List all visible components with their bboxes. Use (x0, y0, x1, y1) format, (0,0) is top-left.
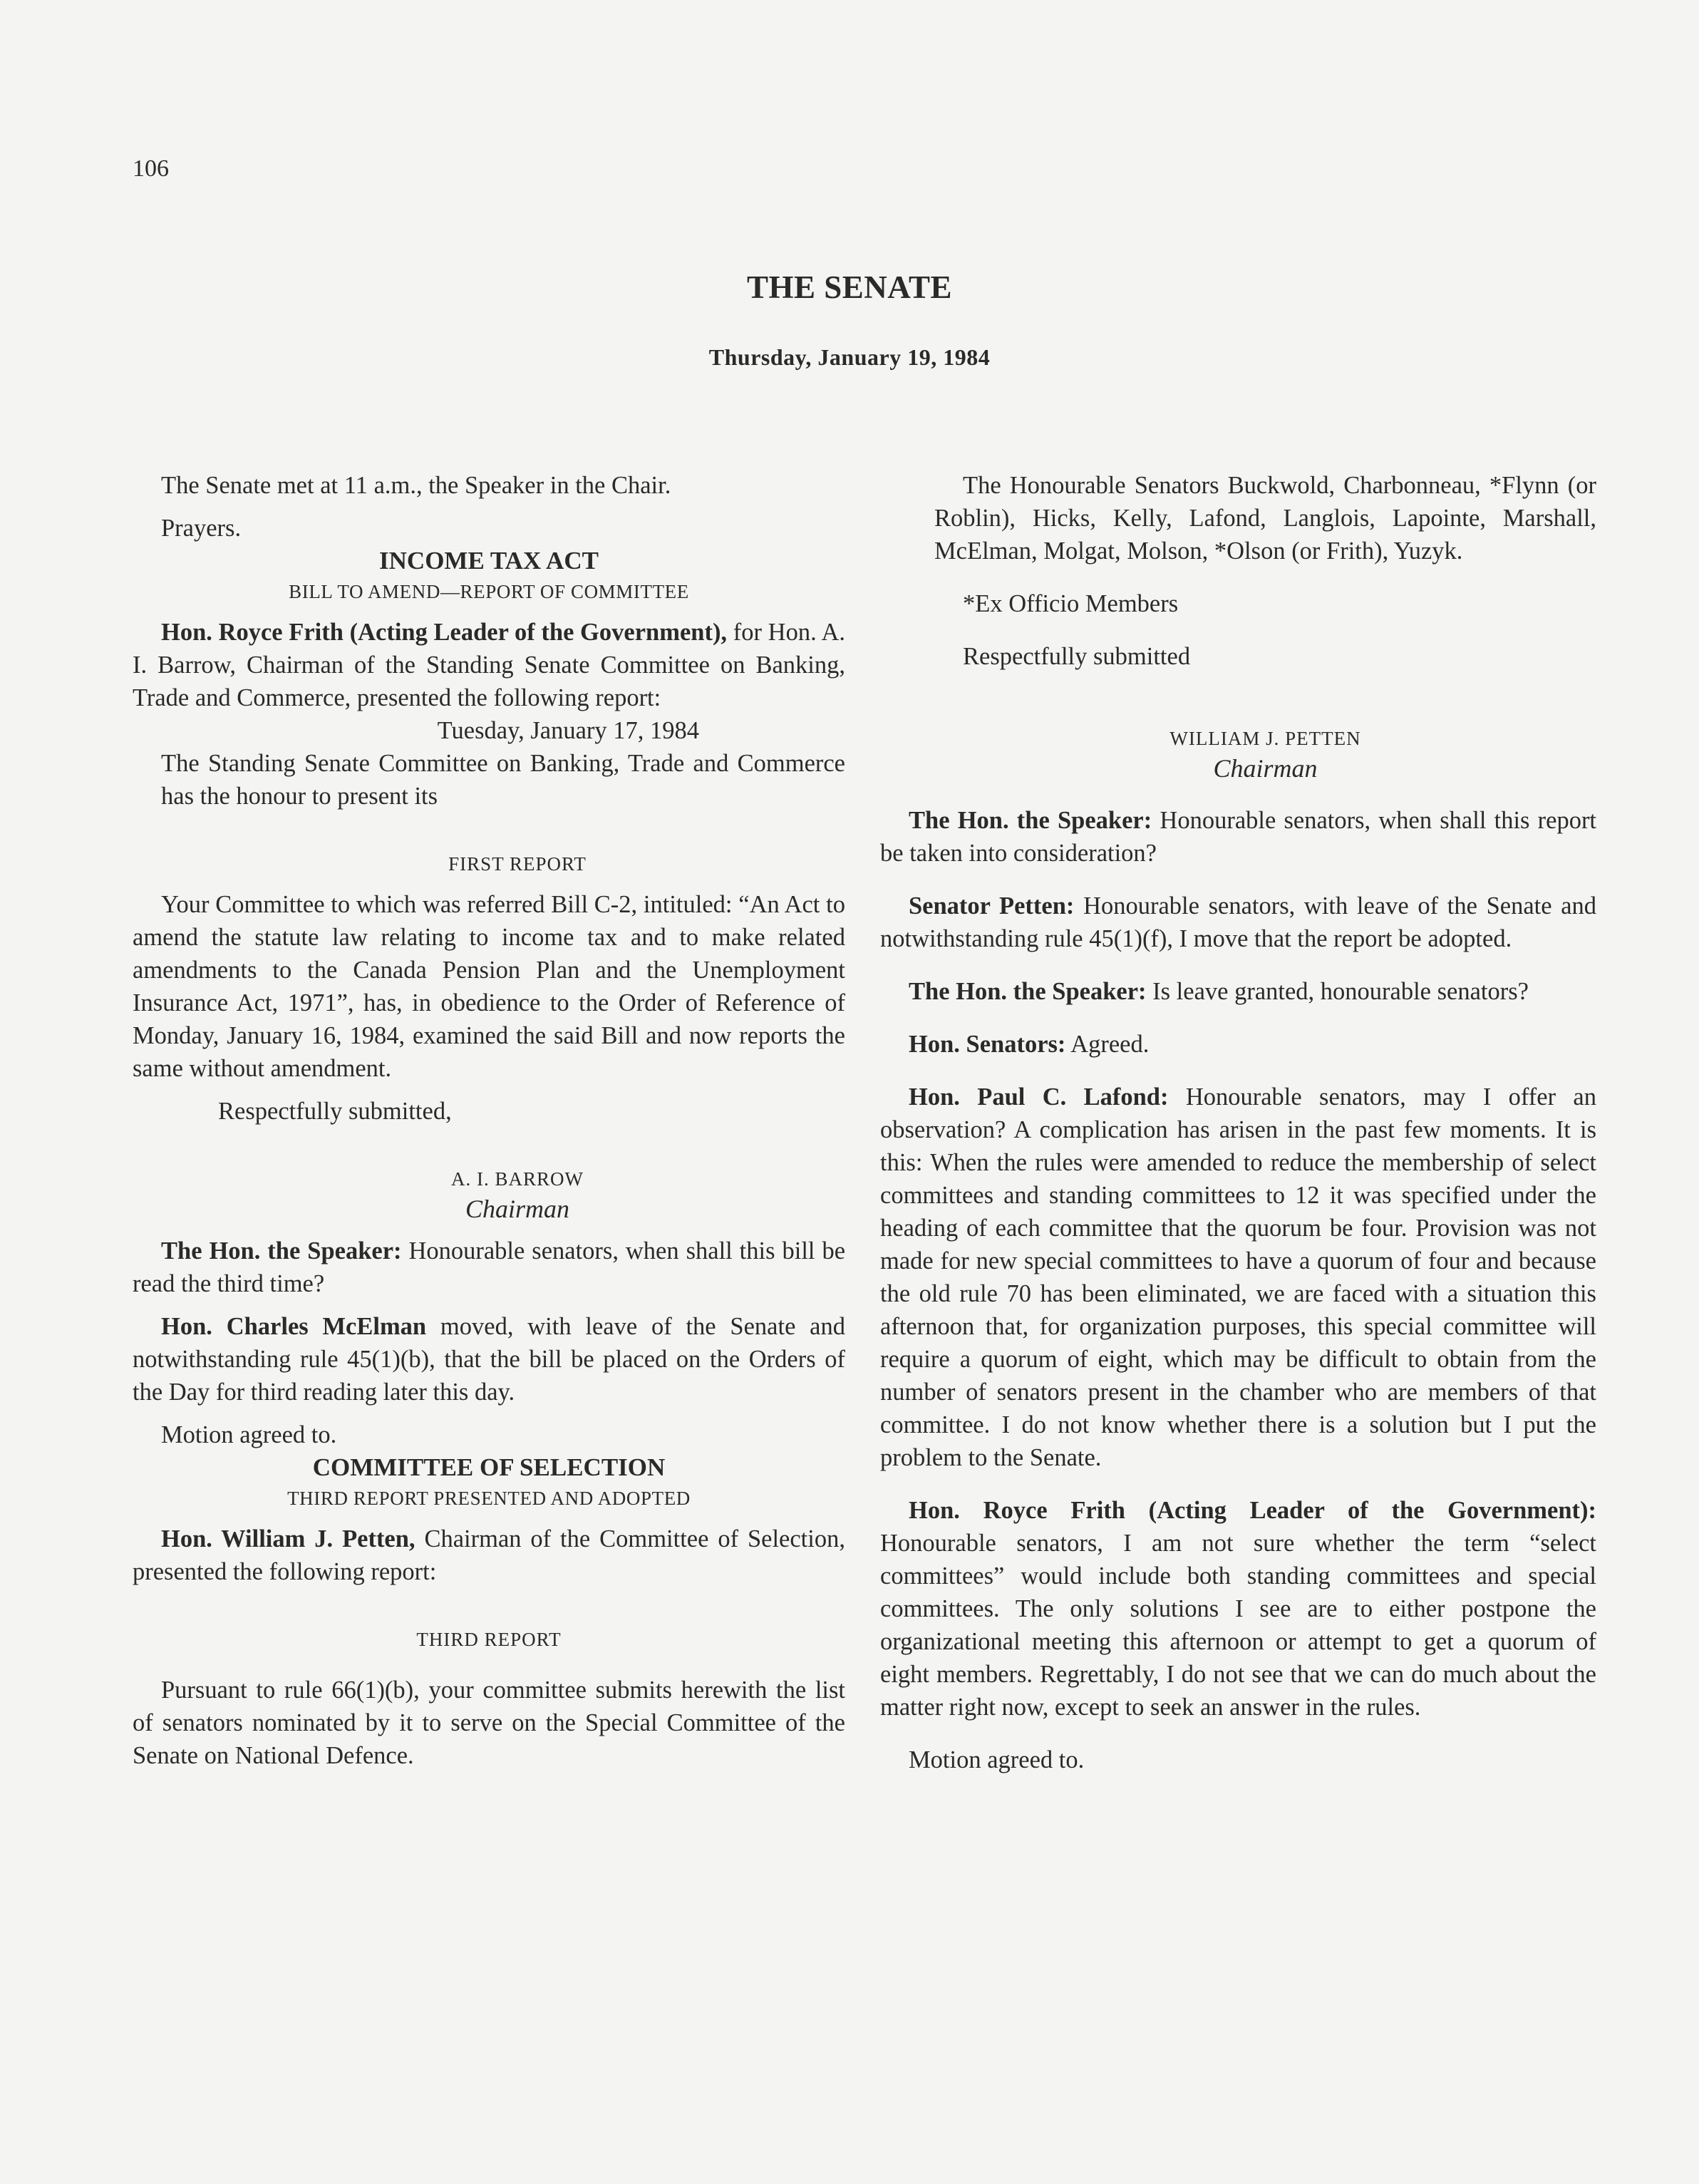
speech-text: Chairman of the Committee of Selection, presented the following report: (133, 1525, 845, 1585)
speaker-name: Senator Petten: (909, 892, 1075, 920)
signer-name-right: WILLIAM J. PETTEN (1169, 728, 1361, 749)
signer-name: A. I. BARROW (451, 1168, 584, 1190)
signer-title-right: Chairman (1213, 754, 1318, 783)
report-title-third: THIRD REPORT (416, 1629, 562, 1650)
speech-text: Honourable senators, with leave of the Senate and notwithstanding rule 45(1)(f), I move that the report be adopted. (880, 892, 1597, 952)
speaker-leave-question (880, 975, 1596, 1008)
petten-motion (880, 890, 1596, 955)
speech-text: Honourable senators, when shall this bill be read the third time? (133, 1237, 846, 1297)
speech-text: Honourable senators, when shall this report be taken into consideration? (880, 807, 1597, 867)
speaker-question-report (880, 804, 1596, 870)
motion-agreed-right: Motion agreed to. (909, 1746, 1085, 1773)
speaker-name: Hon. Royce Frith (Acting Leader of the Government), (161, 619, 728, 646)
section-subheading-committee-selection: THIRD REPORT PRESENTED AND ADOPTED (287, 1488, 691, 1509)
section-heading-committee-selection: COMMITTEE OF SELECTION (312, 1453, 666, 1481)
speaker-name: Hon. William J. Petten, (161, 1525, 415, 1552)
speech-text: Agreed. (1070, 1031, 1150, 1058)
mcelman-motion (133, 1310, 845, 1408)
speech-text: Honourable senators, may I offer an observation? A complication has arisen in the past few moments. It is this: When the rules were amended to reduce the membership of select committees and standing committees to 12 it was specified under the heading of each committee that the quorum be four. Provision was not made for new special committees to have a quorum of four and because the old rule 70 has been eliminated, we are faced with a situation this afternoon that, for organization purposes, this special committee will require a quorum of eight, which may be difficult to obtain from the number of senators present in the chamber who are members of that committee. I do not know whether there is a solution but I put the problem to the Senate. (880, 1083, 1596, 1471)
speech-text: Honourable senators, I am not sure whether the term “select committees” would include both standing committees and special committees. The only solutions I see are to either postpone the organizational meeting this afternoon or attempt to get a quorum of eight members. Regrettably, I do not see that we can do much about the matter right now, except to seek an answer in the rules. (880, 1530, 1596, 1721)
report-intro: The Standing Senate Committee on Banking, Trade and Commerce has the honour to present its (161, 750, 845, 810)
page-number: 106 (133, 155, 169, 182)
speaker-name: Hon. Charles McElman (161, 1313, 427, 1340)
respectfully-submitted-right: Respectfully submitted (963, 643, 1191, 670)
senators-list: The Honourable Senators Buckwold, Charbonneau, *Flynn (or Roblin), Hicks, Kelly, Lafond, Langlois, Lapointe, Marshall, McElman, Molgat, Molson, *Olson (or Frith), Yuzyk. (934, 472, 1596, 565)
speaker-name: Hon. Paul C. Lafond: (909, 1083, 1169, 1111)
respectfully-submitted: Respectfully submitted, (218, 1098, 452, 1125)
speaker-name: The Hon. the Speaker: (909, 807, 1152, 834)
motion-agreed-left: Motion agreed to. (161, 1421, 337, 1448)
sitting-date: Thursday, January 19, 1984 (708, 344, 991, 370)
speaker-name: The Hon. the Speaker: (161, 1237, 402, 1264)
report-title-first: FIRST REPORT (448, 853, 587, 875)
speaker-name: Hon. Royce Frith (Acting Leader of the Government): (909, 1497, 1596, 1524)
section-heading-income-tax: INCOME TAX ACT (379, 547, 599, 575)
report-date: Tuesday, January 17, 1984 (437, 717, 699, 744)
right-column (880, 469, 1596, 1776)
ex-officio-note: *Ex Officio Members (963, 590, 1179, 617)
report-body-third: Pursuant to rule 66(1)(b), your committee submits herewith the list of senators nominated by it to serve on the Special Committee of the Senate on National Defence. (133, 1676, 845, 1769)
lafond-statement (880, 1081, 1596, 1474)
signer-title: Chairman (465, 1195, 570, 1223)
page-title: THE SENATE (746, 269, 952, 305)
frith-presentation (133, 616, 845, 714)
speaker-name: The Hon. the Speaker: (909, 978, 1147, 1005)
speaker-question-bill (133, 1235, 845, 1300)
speech-text: Is leave granted, honourable senators? (1152, 978, 1529, 1005)
speech-text: for Hon. A. I. Barrow, Chairman of the Standing Senate Committee on Banking, Trade and Commerce, presented the following report: (133, 619, 846, 711)
senators-agreed (880, 1028, 1596, 1061)
speech-text: moved, with leave of the Senate and notwithstanding rule 45(1)(b), that the bill be placed on the Orders of the Day for third reading later this day. (133, 1313, 845, 1406)
prayers-line: Prayers. (161, 515, 242, 542)
frith-statement (880, 1494, 1596, 1724)
speaker-name: Hon. Senators: (909, 1031, 1066, 1058)
petten-presentation (133, 1523, 845, 1588)
section-subheading-income-tax: BILL TO AMEND—REPORT OF COMMITTEE (289, 581, 689, 602)
opening-line: The Senate met at 11 a.m., the Speaker in the Chair. (161, 472, 671, 499)
report-body-first: Your Committee to which was referred Bill C-2, intituled: “An Act to amend the statute law relating to income tax and to make related amendments to the Canada Pension Plan and the Unemployment Insurance Act, 1971”, has, in obedience to the Order of Reference of Monday, January 16, 1984, examined the said Bill and now reports the same without amendment. (133, 891, 845, 1082)
left-column (133, 469, 845, 1772)
